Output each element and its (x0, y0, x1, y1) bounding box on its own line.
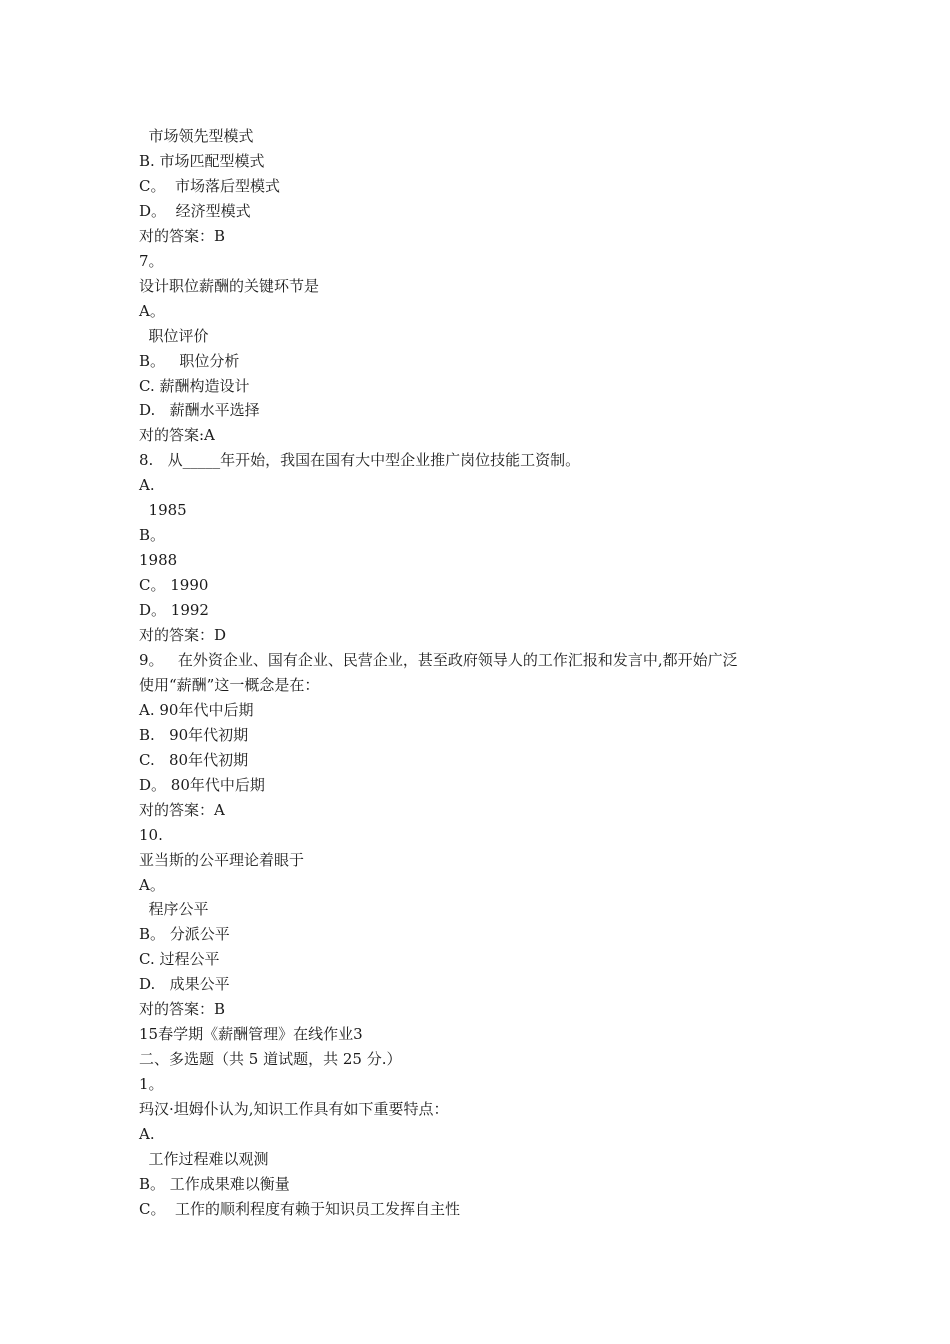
text-line: A. 90年代中后期 (139, 701, 254, 719)
text-line: 对的答案：B (139, 1000, 226, 1018)
text-line: C。 工作的顺利程度有赖于知识员工发挥自主性 (139, 1200, 461, 1218)
text-line: C. 薪酬构造设计 (139, 377, 250, 395)
text-line: B。 工作成果难以衡量 (139, 1175, 290, 1193)
text-line: 工作过程难以观测 (139, 1150, 269, 1168)
text-line: 7。 (139, 252, 164, 270)
text-line: 对的答案：D (139, 626, 227, 644)
text-line: C。 1990 (139, 576, 209, 594)
text-line: 亚当斯的公平理论着眼于 (139, 851, 305, 869)
text-line: A。 (139, 876, 165, 894)
text-line: 设计职位薪酬的关键环节是 (139, 277, 320, 295)
text-line: 二、多选题（共 5 道试题，共 25 分.） (139, 1050, 402, 1068)
text-line: C。 市场落后型模式 (139, 177, 281, 195)
text-line: 使用“薪酬”这一概念是在： (139, 676, 320, 694)
text-line: 对的答案：B (139, 227, 226, 245)
text-line: 玛汉·坦姆仆认为,知识工作具有如下重要特点： (139, 1100, 449, 1118)
text-line: B。 职位分析 (139, 352, 240, 370)
text-line: C. 过程公平 (139, 950, 220, 968)
text-line: 对的答案：A (139, 801, 225, 819)
text-line: 程序公平 (139, 900, 209, 918)
text-line: 1988 (139, 551, 178, 569)
text-line: 1985 (139, 501, 187, 519)
text-line: D。 1992 (139, 601, 209, 619)
text-line: D。 经济型模式 (139, 202, 251, 220)
text-line: 8. 从_____年开始，我国在国有大中型企业推广岗位技能工资制。 (139, 451, 581, 469)
text-line: 10. (139, 826, 163, 844)
text-line: 9。 在外资企业、国有企业、民营企业，甚至政府领导人的工作汇报和发言中,都开始广泛 (139, 651, 738, 669)
text-line: 15春学期《薪酬管理》在线作业3 (139, 1025, 363, 1043)
text-line: 1。 (139, 1075, 164, 1093)
text-line: B. 市场匹配型模式 (139, 152, 265, 170)
text-line: A. (139, 1125, 155, 1143)
text-line: B。 分派公平 (139, 925, 230, 943)
text-line: 市场领先型模式 (139, 127, 254, 145)
text-line: B. 90年代初期 (139, 726, 249, 744)
text-line: 职位评价 (139, 327, 209, 345)
text-line: A。 (139, 302, 165, 320)
text-line: D。 80年代中后期 (139, 776, 265, 794)
text-line: A. (139, 476, 155, 494)
text-line: 对的答案:A (139, 426, 215, 444)
text-line: D. 成果公平 (139, 975, 230, 993)
text-line: C. 80年代初期 (139, 751, 249, 769)
text-line: D. 薪酬水平选择 (139, 401, 260, 419)
text-line: B。 (139, 526, 166, 544)
